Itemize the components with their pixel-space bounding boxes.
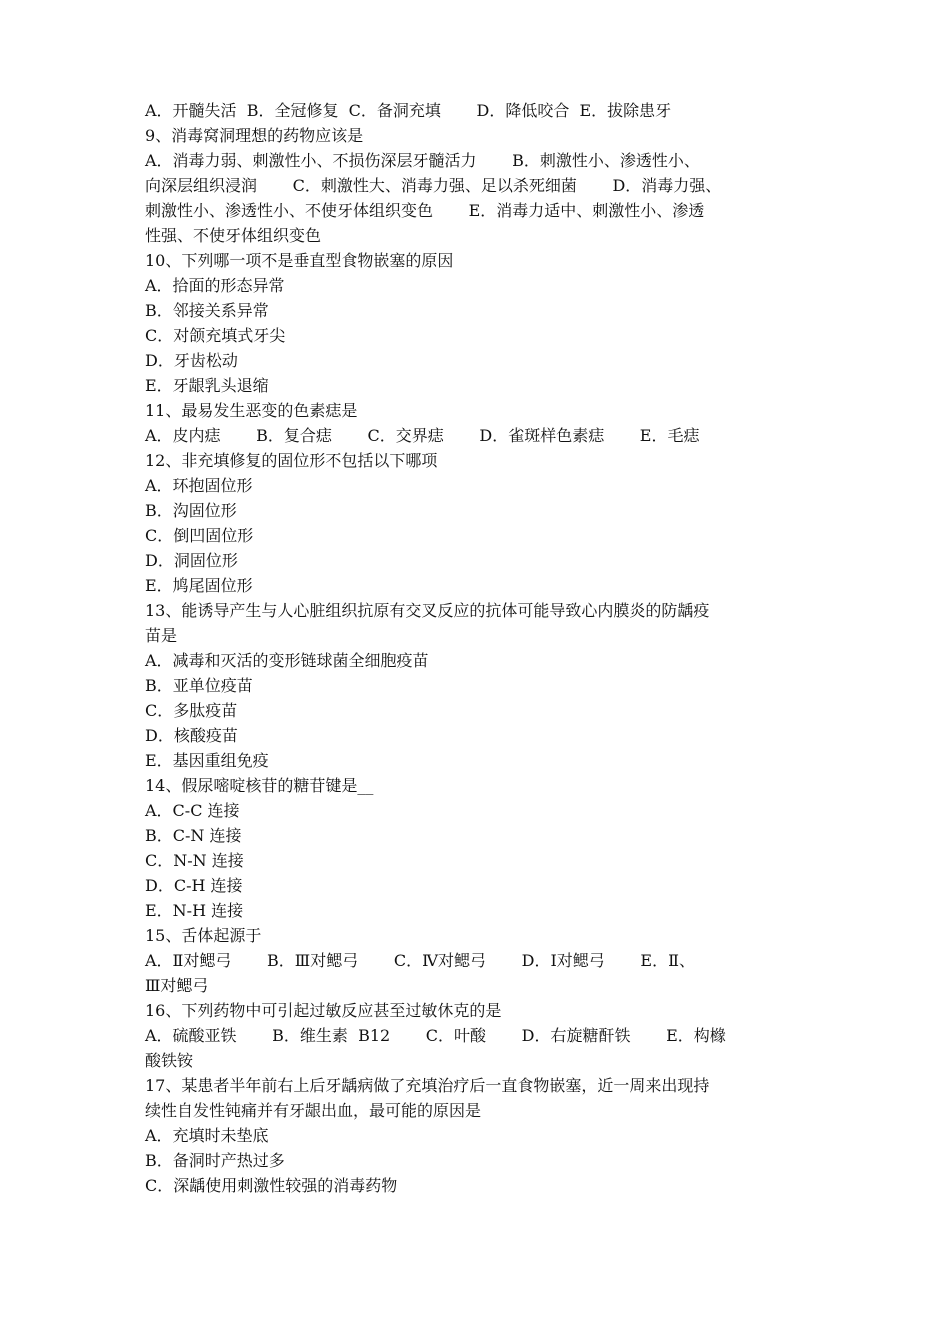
text-line: 苗是 [145, 626, 178, 645]
text-line: 12、非充填修复的固位形不包括以下哪项 [145, 451, 438, 470]
text-line: E．基因重组免疫 [145, 751, 269, 770]
text-line: A．消毒力弱、刺激性小、不损伤深层牙髓活力 B．刺激性小、渗透性小、 [145, 151, 700, 170]
text-line: 14、假尿嘧啶核苷的糖苷键是__ [145, 776, 374, 795]
text-line: 10、下列哪一项不是垂直型食物嵌塞的原因 [145, 251, 454, 270]
text-line: C．倒凹固位形 [145, 526, 254, 545]
text-line: C．对颌充填式牙尖 [145, 326, 286, 345]
text-line: A．充填时未垫底 [145, 1126, 269, 1145]
text-line: D．核酸疫苗 [145, 726, 238, 745]
text-line: A．Ⅱ对鳃弓 B．Ⅲ对鳃弓 C．Ⅳ对鳃弓 D．Ⅰ对鳃弓 E．Ⅱ、 [145, 951, 695, 970]
text-line: 向深层组织浸润 C．刺激性大、消毒力强、足以杀死细菌 D．消毒力强、 [145, 176, 722, 195]
text-line: Ⅲ对鳃弓 [145, 976, 209, 995]
text-line: B．沟固位形 [145, 501, 237, 520]
text-line: 15、舌体起源于 [145, 926, 262, 945]
text-line: 9、消毒窝洞理想的药物应该是 [145, 126, 364, 145]
text-line: E．鸠尾固位形 [145, 576, 253, 595]
text-line: 16、下列药物中可引起过敏反应甚至过敏休克的是 [145, 1001, 502, 1020]
text-line: C．深龋使用刺激性较强的消毒药物 [145, 1176, 398, 1195]
text-line: A．C-C 连接 [145, 801, 240, 820]
text-line: A．开髓失活 B．全冠修复 C．备洞充填 D．降低咬合 E．拔除患牙 [145, 101, 672, 120]
question-text-block [145, 98, 813, 1198]
text-line: D．C-H 连接 [145, 876, 243, 895]
text-line: 续性自发性钝痛并有牙龈出血，最可能的原因是 [145, 1101, 482, 1120]
text-line: B．亚单位疫苗 [145, 676, 253, 695]
text-line: 酸铁铵 [145, 1051, 194, 1070]
text-line: E．牙龈乳头退缩 [145, 376, 269, 395]
text-line: 13、能诱导产生与人心脏组织抗原有交叉反应的抗体可能导致心内膜炎的防龋疫 [145, 601, 710, 620]
text-line: 刺激性小、渗透性小、不使牙体组织变色 E．消毒力适中、刺激性小、渗透 [145, 201, 705, 220]
text-line: 17、某患者半年前右上后牙龋病做了充填治疗后一直食物嵌塞，近一周来出现持 [145, 1076, 710, 1095]
text-line: C．N-N 连接 [145, 851, 244, 870]
text-line: 11、最易发生恶变的色素痣是 [145, 401, 358, 420]
text-line: A．拾面的形态异常 [145, 276, 285, 295]
text-line: B．备洞时产热过多 [145, 1151, 285, 1170]
text-line: A．环抱固位形 [145, 476, 253, 495]
text-line: A．皮内痣 B．复合痣 C．交界痣 D．雀斑样色素痣 E．毛痣 [145, 426, 700, 445]
text-line: A．减毒和灭活的变形链球菌全细胞疫苗 [145, 651, 429, 670]
text-line: D．牙齿松动 [145, 351, 238, 370]
text-line: D．洞固位形 [145, 551, 238, 570]
text-line: 性强、不使牙体组织变色 [145, 226, 322, 245]
text-line: A．硫酸亚铁 B．维生素 B12 C．叶酸 D．右旋糖酐铁 E．构橼 [145, 1026, 726, 1045]
text-line: B．C-N 连接 [145, 826, 242, 845]
text-line: C．多肽疫苗 [145, 701, 238, 720]
text-line: B．邻接关系异常 [145, 301, 269, 320]
text-line: E．N-H 连接 [145, 901, 244, 920]
